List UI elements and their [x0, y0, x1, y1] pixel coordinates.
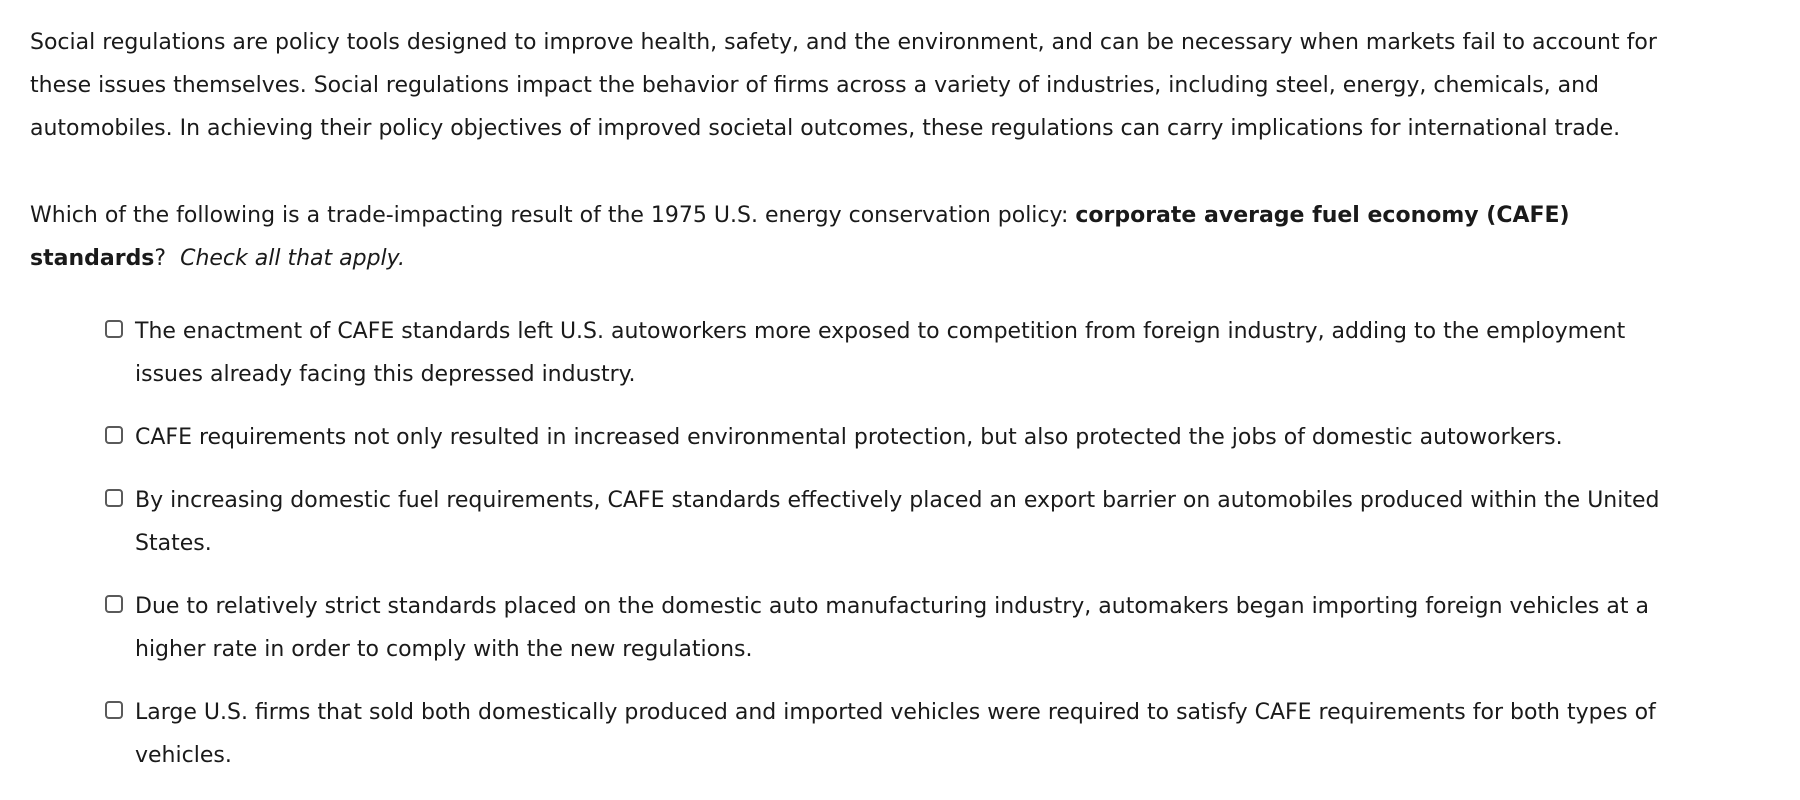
option-label[interactable]: The enactment of CAFE standards left U.S. autoworkers more exposed to competition from foreign industry, adding to the employment issues already facing this depressed industry. [135, 319, 1626, 387]
answer-option[interactable] [102, 585, 1680, 671]
answer-option[interactable] [102, 479, 1680, 565]
question-bold-term: corporate average fuel economy (CAFE) standards [30, 203, 1570, 271]
intro-paragraph: Social regulations are policy tools designed to improve health, safety, and the environment, and can be necessary when markets fail to account for these issues themselves. Social regulations impact the behavior of firms across a variety of industries, including steel, energy, chemicals, and automobiles. In achieving their policy objectives of improved societal outcomes, these regulations can carry implications for international trade. [30, 30, 1657, 141]
answer-option[interactable] [102, 416, 1680, 459]
option-checkbox[interactable] [105, 701, 123, 719]
question-prefix: Which of the following is a trade-impacting result of the 1975 U.S. energy conservation policy: [30, 203, 1076, 228]
option-label[interactable]: CAFE requirements not only resulted in increased environmental protection, but also protected the jobs of domestic autoworkers. [135, 425, 1563, 450]
question-suffix: ? [154, 246, 167, 271]
option-checkbox[interactable] [105, 320, 123, 338]
option-checkbox[interactable] [105, 595, 123, 613]
option-checkbox[interactable] [105, 489, 123, 507]
answer-option[interactable] [102, 691, 1680, 777]
option-label[interactable]: Due to relatively strict standards placed on the domestic auto manufacturing industry, automakers began importing foreign vehicles at a higher rate in order to comply with the new regulations. [135, 594, 1649, 662]
option-checkbox[interactable] [105, 426, 123, 444]
answer-options-list [30, 310, 1700, 777]
question-prompt [30, 194, 1700, 280]
option-label[interactable]: By increasing domestic fuel requirements, CAFE standards effectively placed an export barrier on automobiles produced within the United States. [135, 488, 1660, 556]
answer-option[interactable] [102, 310, 1680, 396]
option-label[interactable]: Large U.S. firms that sold both domestically produced and imported vehicles were required to satisfy CAFE requirements for both types of vehicles. [135, 700, 1656, 768]
question-instruction: Check all that apply. [180, 246, 405, 271]
